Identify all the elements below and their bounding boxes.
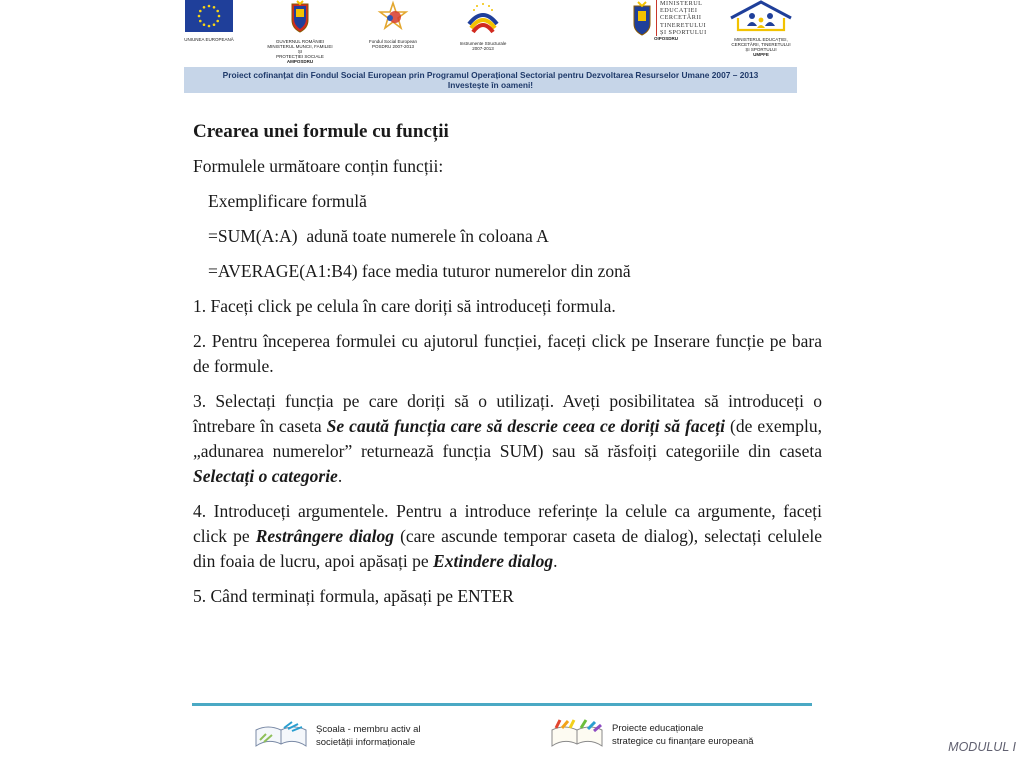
footer-item-school <box>252 720 476 752</box>
instrumente-structurale-icon <box>465 0 501 36</box>
umpfe-caption: MINISTERUL EDUCAȚIEI, CERCETĂRII, TINERETULUI ȘI SPORTULUI <box>731 37 791 52</box>
step-4-text-c: (care ascunde temporar caseta de dialog), selectați celulele din foaia de lucru, apoi apăsați pe <box>193 526 823 571</box>
step-1: 1. Faceți click pe celula în care doriți să introduceți formula. <box>193 296 616 316</box>
government-caption-bold: AMPOSDRU <box>286 59 314 64</box>
step-5: 5. Când terminați formula, apăsați pe ENTER <box>193 586 514 606</box>
coat-of-arms-icon <box>288 0 312 34</box>
document-content <box>193 118 822 609</box>
government-logo <box>265 0 335 64</box>
step-4-expand-dialog: Extindere dialog <box>433 551 554 571</box>
step-3-category-box-name: Selectați o categorie <box>193 466 338 486</box>
logo-strip <box>183 0 797 66</box>
example-average <box>193 259 822 284</box>
eu-logo <box>183 0 235 42</box>
footer-school-line-1: Școala - membru activ al <box>316 724 421 735</box>
step-3-search-box-name: Se caută funcția care să descrie ceea ce doriți să faceți <box>326 416 725 436</box>
footer-projects-text <box>612 722 792 748</box>
instrumente-caption: Instrumente Structurale 2007-2013 <box>459 41 507 51</box>
open-book-icon <box>252 720 310 752</box>
average-description: face media tuturor numerelor din zonă <box>357 261 631 281</box>
umpfe-caption-bold: UMPFE <box>753 52 769 57</box>
footer-school-line-2: societății informaționale <box>316 737 416 748</box>
step-4-text-a: 4. Introduceți argumentele. Pentru a introduce referințe la celule ca argumente, faceți click pe <box>193 501 822 546</box>
ministry-emblem-text: MINISTERUL EDUCAȚIEI CERCETĂRII TINERETULUI ȘI SPORTULUI <box>660 0 707 36</box>
footer-projects-line-1: Proiecte educaționale <box>612 723 704 734</box>
sum-formula: =SUM(A:A) <box>208 226 298 246</box>
step-4 <box>193 499 822 574</box>
step-3 <box>193 389 822 489</box>
footer-projects-line-2: strategice cu finanțare europeană <box>612 736 754 747</box>
example-sum <box>193 224 822 249</box>
eu-caption: UNIUNEA EUROPEANĂ <box>184 37 234 42</box>
banner-line-1: Proiect cofinanțat din Fondul Social European prin Programul Operațional Sectorial pentru Dezvoltarea Resurselor Umane 2007 – 2013 <box>222 70 759 80</box>
instrumente-structurale-logo <box>455 0 511 51</box>
ministry-emblem-icon <box>631 0 653 36</box>
banner-line-2: Investește în oameni! <box>447 80 534 90</box>
umpfe-logo <box>726 0 796 57</box>
fse-caption: Fondul Social European POSDRU 2007-2013 <box>368 39 418 49</box>
step-3-text-e: . <box>337 466 343 486</box>
step-3-text-c: (de exemplu, „adunarea numerelor” returnează funcția SUM) sau să răsfoiți categoriile din caseta <box>193 416 822 461</box>
fse-logo <box>365 0 421 49</box>
step-3-text-a: 3. Selectați funcția pe care doriți să o utilizați. Aveți posibilitatea să introduceți o întrebare în caseta <box>193 391 822 436</box>
step-2: 2. Pentru începerea formulei cu ajutorul funcției, faceți click pe Inserare funcție pe bara de formule. <box>193 331 822 376</box>
step-4-collapse-dialog: Restrângere dialog <box>255 526 394 546</box>
fse-icon <box>376 0 410 34</box>
page-title: Crearea unei formule cu funcții <box>193 121 449 142</box>
average-formula: =AVERAGE(A1:B4) <box>208 261 358 281</box>
module-label: MODULUL I <box>948 740 1016 754</box>
example-title: Exemplificare formulă <box>208 191 367 211</box>
step-4-text-e: . <box>553 551 558 571</box>
eu-flag-icon <box>185 0 233 32</box>
oiposdru-caption: OIPOSDRU <box>654 36 679 42</box>
colorful-book-icon <box>548 718 606 752</box>
project-banner <box>184 67 797 93</box>
footer-school-text <box>316 723 476 749</box>
sum-description: adună toate numerele în coloana A <box>297 226 549 246</box>
intro-paragraph: Formulele următoare conțin funcții: <box>193 156 444 176</box>
umpfe-house-icon <box>728 0 794 32</box>
government-caption: GUVERNUL ROMÂNIEI MINISTERUL MUNCII, FAMILIEI ȘI PROTECȚIEI SOCIALE <box>267 39 333 59</box>
footer-item-projects <box>548 718 792 752</box>
footer-rule <box>192 703 812 706</box>
ministerul-educatiei-logo <box>631 0 711 41</box>
